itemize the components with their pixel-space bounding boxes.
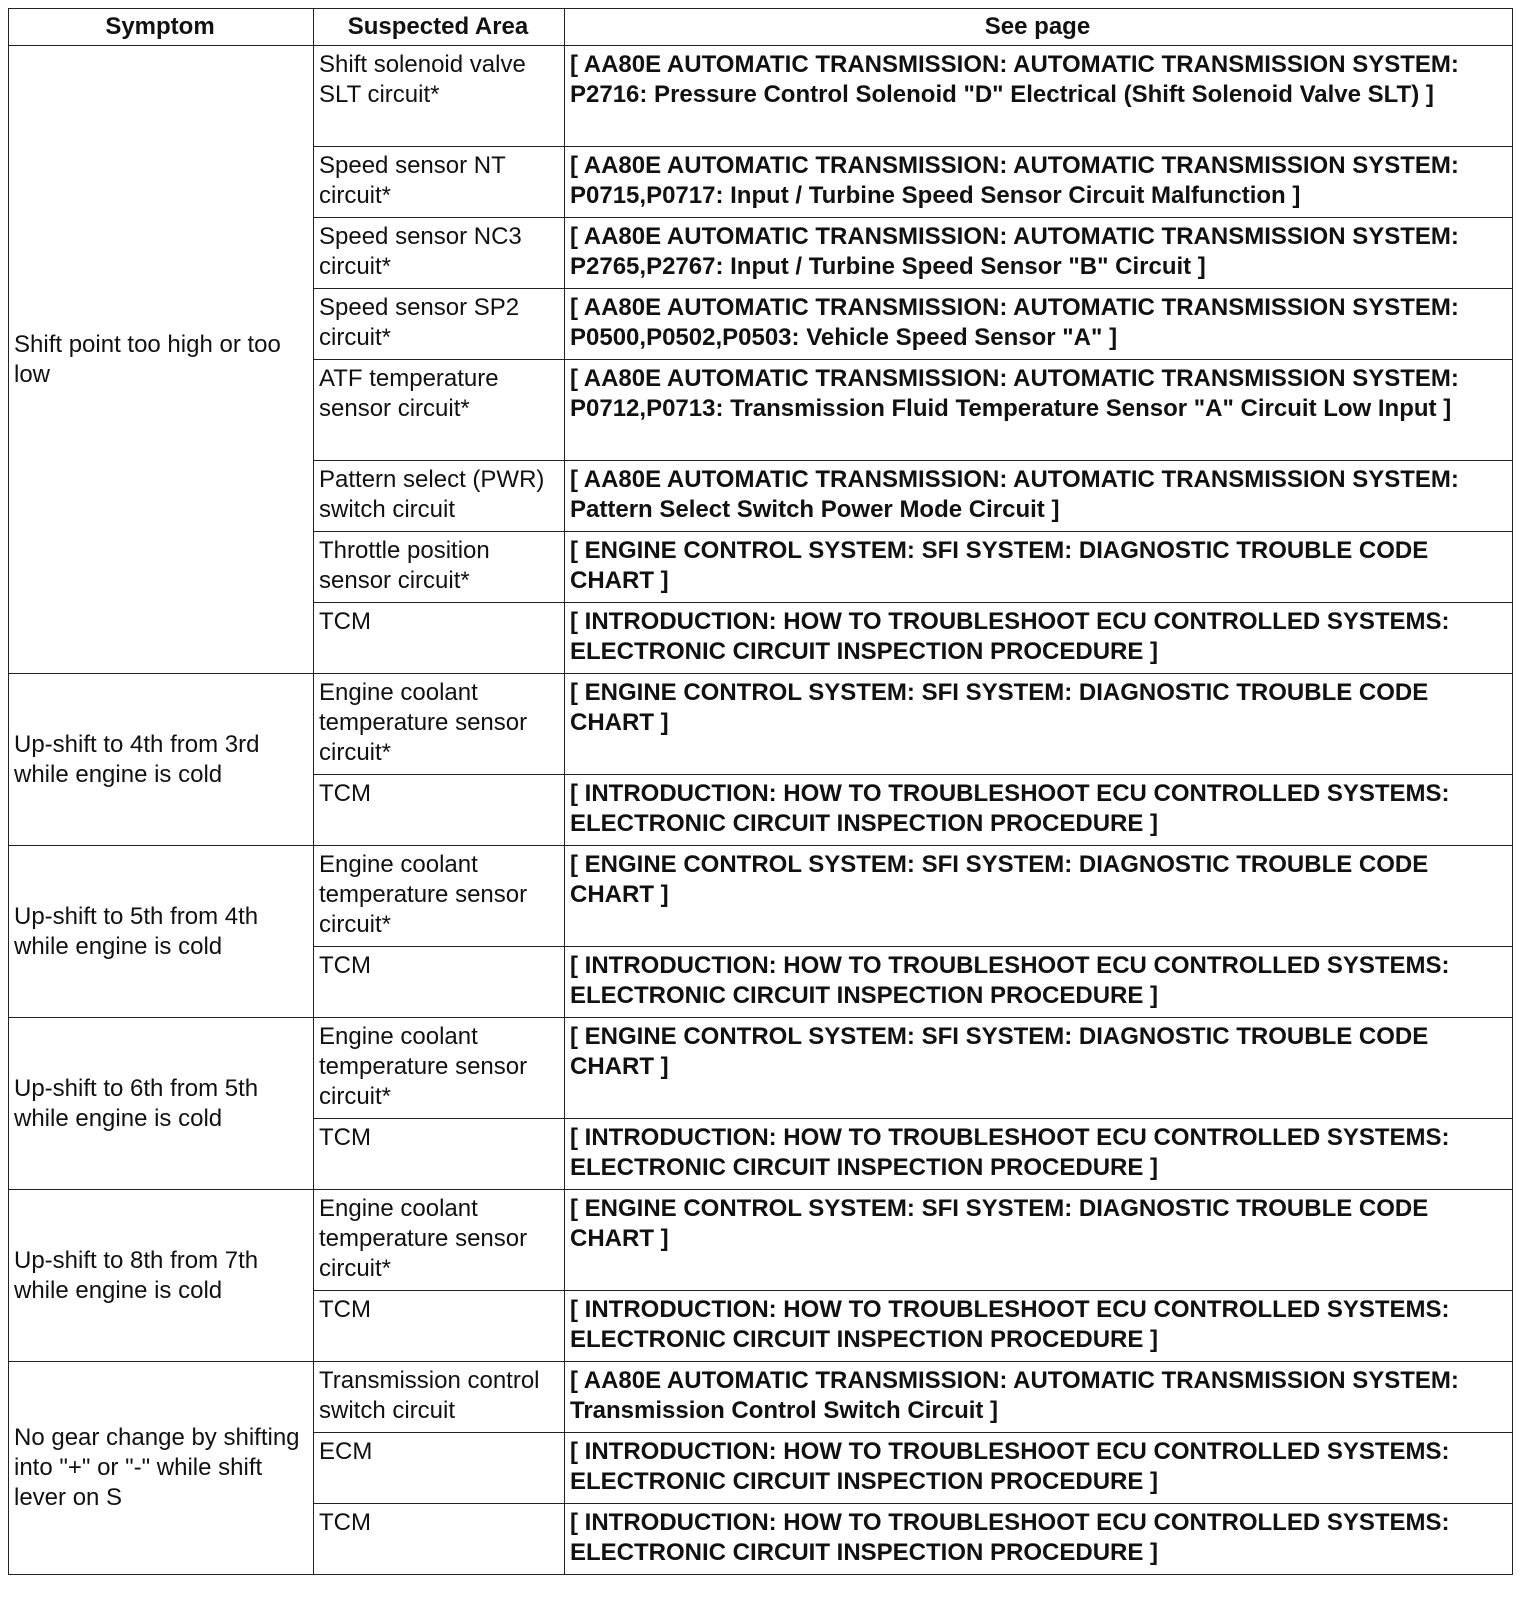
see-page-cell: [ INTRODUCTION: HOW TO TROUBLESHOOT ECU CONTROLLED SYSTEMS: ELECTRONIC CIRCUIT INSPECTION PROCEDURE ] — [565, 1504, 1513, 1575]
suspected-area-cell: TCM — [314, 1119, 565, 1190]
suspected-area-cell: Engine coolant temperature sensor circuit* — [314, 846, 565, 947]
see-page-cell: [ ENGINE CONTROL SYSTEM: SFI SYSTEM: DIAGNOSTIC TROUBLE CODE CHART ] — [565, 1190, 1513, 1291]
suspected-area-cell: TCM — [314, 1291, 565, 1362]
suspected-area-cell: Engine coolant temperature sensor circuit* — [314, 1018, 565, 1119]
header-symptom: Symptom — [9, 9, 314, 46]
suspected-area-cell: Engine coolant temperature sensor circuit* — [314, 674, 565, 775]
suspected-area-cell: TCM — [314, 1504, 565, 1575]
see-page-cell: [ INTRODUCTION: HOW TO TROUBLESHOOT ECU CONTROLLED SYSTEMS: ELECTRONIC CIRCUIT INSPECTION PROCEDURE ] — [565, 947, 1513, 1018]
symptom-cell: No gear change by shifting into "+" or "-" while shift lever on S — [9, 1362, 314, 1575]
see-page-cell: [ INTRODUCTION: HOW TO TROUBLESHOOT ECU CONTROLLED SYSTEMS: ELECTRONIC CIRCUIT INSPECTION PROCEDURE ] — [565, 775, 1513, 846]
see-page-cell: [ AA80E AUTOMATIC TRANSMISSION: AUTOMATIC TRANSMISSION SYSTEM: P0715,P0717: Input / Turbine Speed Sensor Circuit Malfunction ] — [565, 147, 1513, 218]
header-suspected-area: Suspected Area — [314, 9, 565, 46]
see-page-cell: [ AA80E AUTOMATIC TRANSMISSION: AUTOMATIC TRANSMISSION SYSTEM: P0500,P0502,P0503: Vehicle Speed Sensor "A" ] — [565, 289, 1513, 360]
see-page-cell: [ AA80E AUTOMATIC TRANSMISSION: AUTOMATIC TRANSMISSION SYSTEM: Pattern Select Switch Power Mode Circuit ] — [565, 461, 1513, 532]
table-row — [9, 1018, 1513, 1119]
table-row — [9, 46, 1513, 147]
symptom-cell: Up-shift to 8th from 7th while engine is cold — [9, 1190, 314, 1362]
table-row — [9, 846, 1513, 947]
suspected-area-cell: TCM — [314, 603, 565, 674]
header-row — [9, 9, 1513, 46]
suspected-area-cell: Throttle position sensor circuit* — [314, 532, 565, 603]
suspected-area-cell: Engine coolant temperature sensor circuit* — [314, 1190, 565, 1291]
suspected-area-cell: Shift solenoid valve SLT circuit* — [314, 46, 565, 147]
symptom-cell: Up-shift to 4th from 3rd while engine is cold — [9, 674, 314, 846]
header-see-page: See page — [565, 9, 1513, 46]
table-row — [9, 674, 1513, 775]
see-page-cell: [ INTRODUCTION: HOW TO TROUBLESHOOT ECU CONTROLLED SYSTEMS: ELECTRONIC CIRCUIT INSPECTION PROCEDURE ] — [565, 1119, 1513, 1190]
suspected-area-cell: Pattern select (PWR) switch circuit — [314, 461, 565, 532]
suspected-area-cell: Speed sensor NC3 circuit* — [314, 218, 565, 289]
see-page-cell: [ AA80E AUTOMATIC TRANSMISSION: AUTOMATIC TRANSMISSION SYSTEM: P2716: Pressure Control Solenoid "D" Electrical (Shift Solenoid Valve SLT) ] — [565, 46, 1513, 147]
see-page-cell: [ ENGINE CONTROL SYSTEM: SFI SYSTEM: DIAGNOSTIC TROUBLE CODE CHART ] — [565, 846, 1513, 947]
suspected-area-cell: ATF temperature sensor circuit* — [314, 360, 565, 461]
see-page-cell: [ AA80E AUTOMATIC TRANSMISSION: AUTOMATIC TRANSMISSION SYSTEM: P2765,P2767: Input / Turbine Speed Sensor "B" Circuit ] — [565, 218, 1513, 289]
see-page-cell: [ AA80E AUTOMATIC TRANSMISSION: AUTOMATIC TRANSMISSION SYSTEM: Transmission Control Switch Circuit ] — [565, 1362, 1513, 1433]
see-page-cell: [ INTRODUCTION: HOW TO TROUBLESHOOT ECU CONTROLLED SYSTEMS: ELECTRONIC CIRCUIT INSPECTION PROCEDURE ] — [565, 1433, 1513, 1504]
see-page-cell: [ INTRODUCTION: HOW TO TROUBLESHOOT ECU CONTROLLED SYSTEMS: ELECTRONIC CIRCUIT INSPECTION PROCEDURE ] — [565, 603, 1513, 674]
see-page-cell: [ INTRODUCTION: HOW TO TROUBLESHOOT ECU CONTROLLED SYSTEMS: ELECTRONIC CIRCUIT INSPECTION PROCEDURE ] — [565, 1291, 1513, 1362]
suspected-area-cell: ECM — [314, 1433, 565, 1504]
suspected-area-cell: TCM — [314, 947, 565, 1018]
see-page-cell: [ ENGINE CONTROL SYSTEM: SFI SYSTEM: DIAGNOSTIC TROUBLE CODE CHART ] — [565, 674, 1513, 775]
symptom-cell: Up-shift to 5th from 4th while engine is cold — [9, 846, 314, 1018]
table-row — [9, 1190, 1513, 1291]
troubleshooting-table — [8, 8, 1513, 1575]
suspected-area-cell: Transmission control switch circuit — [314, 1362, 565, 1433]
see-page-cell: [ ENGINE CONTROL SYSTEM: SFI SYSTEM: DIAGNOSTIC TROUBLE CODE CHART ] — [565, 532, 1513, 603]
symptom-cell: Up-shift to 6th from 5th while engine is cold — [9, 1018, 314, 1190]
see-page-cell: [ ENGINE CONTROL SYSTEM: SFI SYSTEM: DIAGNOSTIC TROUBLE CODE CHART ] — [565, 1018, 1513, 1119]
table-row — [9, 1362, 1513, 1433]
suspected-area-cell: Speed sensor SP2 circuit* — [314, 289, 565, 360]
suspected-area-cell: TCM — [314, 775, 565, 846]
see-page-cell: [ AA80E AUTOMATIC TRANSMISSION: AUTOMATIC TRANSMISSION SYSTEM: P0712,P0713: Transmission Fluid Temperature Sensor "A" Circuit Low Input ] — [565, 360, 1513, 461]
symptom-cell: Shift point too high or too low — [9, 46, 314, 674]
suspected-area-cell: Speed sensor NT circuit* — [314, 147, 565, 218]
